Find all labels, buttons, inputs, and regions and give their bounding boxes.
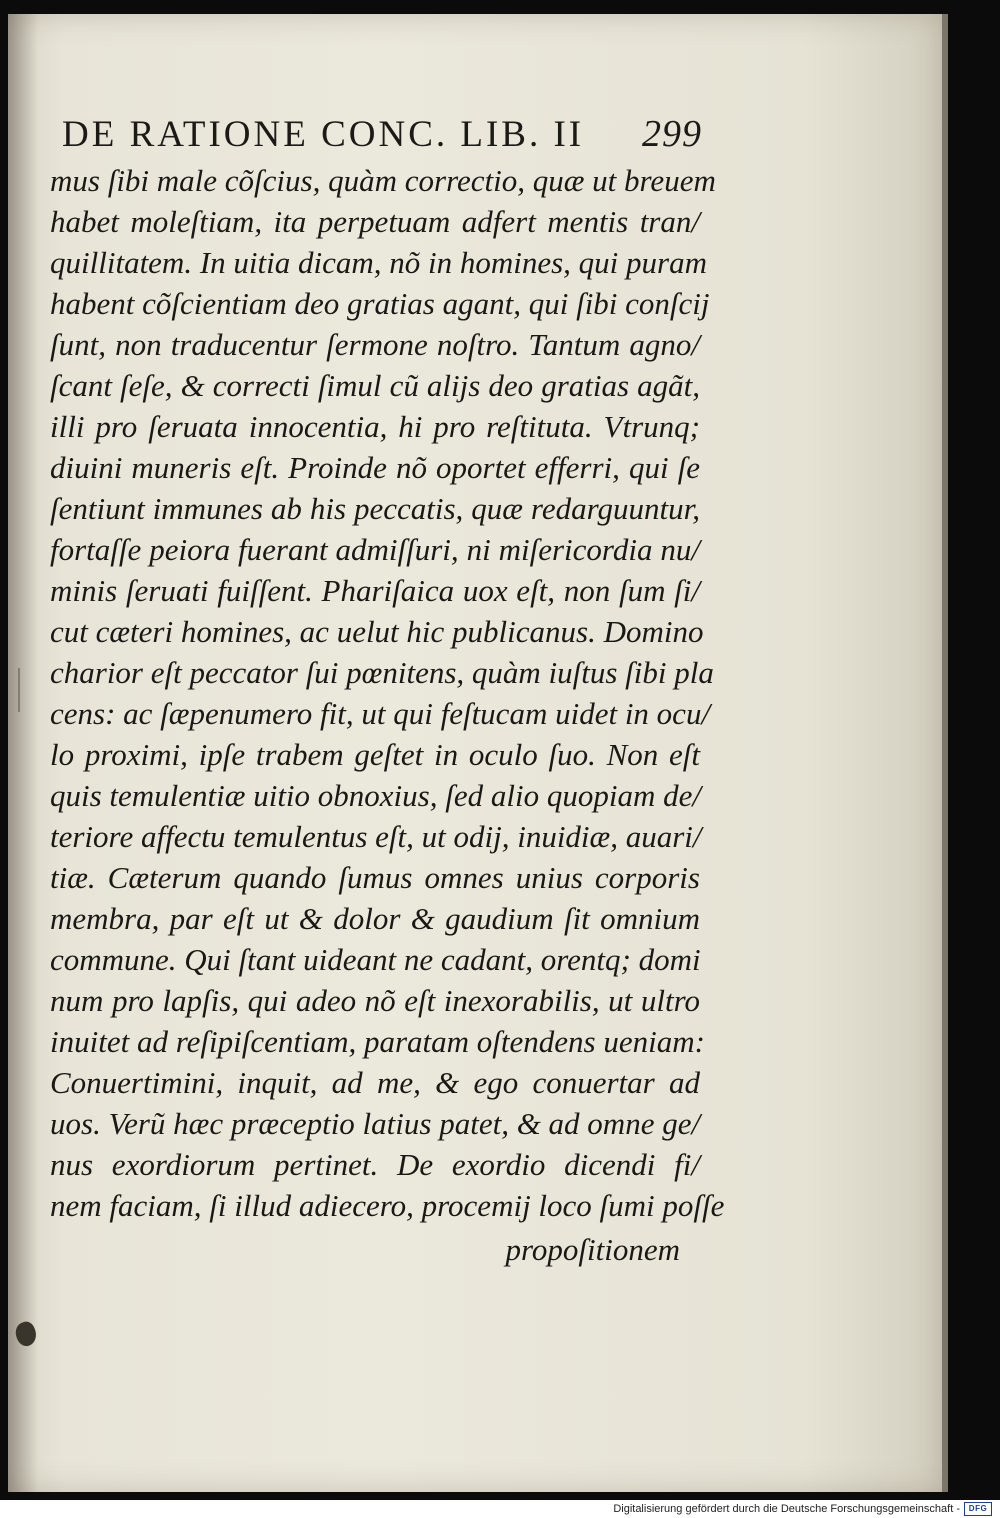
running-head-title: DE RATIONE CONC. LIB. II [62,114,585,155]
text-line: ſunt, non traducentur ſermone noſtro. Tantum agno/ [50,327,700,362]
running-head [62,112,702,156]
text-line: nem faciam, ſi illud adiecero, procemij loco ſumi poſſe [50,1188,725,1223]
text-line: inuitet ad reſipiſcentiam, paratam oſtendens ueniam: [50,1024,705,1059]
text-line: membra, par eſt ut & dolor & gaudium ſit omnium [50,901,700,936]
text-line: teriore affectu temulentus eſt, ut odij, inuidiæ, auari/ [50,819,702,854]
gutter-shadow [8,14,38,1492]
text-line: Conuertimini, inquit, ad me, & ego conuertar ad [50,1065,700,1100]
text-line: ſentiunt immunes ab his peccatis, quæ redarguuntur, [50,491,700,526]
text-line: habet moleſtiam, ita perpetuam adfert mentis tran/ [50,204,700,239]
credit-text: Digitalisierung gefördert durch die Deutsche Forschungsgemeinschaft - [613,1503,960,1515]
digitization-credit [613,1502,992,1516]
page-edge [942,14,948,1492]
text-line: nus exordiorum pertinet. De exordio dicendi fi/ [50,1147,700,1182]
text-line: cens: ac ſæpenumero fit, ut qui feſtucam uidet in ocu/ [50,696,711,731]
text-line: uos. Verũ hæc præceptio latius patet, & ad omne ge/ [50,1106,701,1141]
body-text [50,160,725,1226]
text-line: cut cæteri homines, ac uelut hic publicanus. Domino [50,614,704,649]
page-number: 299 [642,113,702,155]
text-line: diuini muneris eſt. Proinde nõ oportet efferri, qui ſe [50,450,700,485]
margin-mark [18,668,20,712]
catchword: propoſitionem [505,1232,680,1267]
catchword-container [50,1232,680,1268]
text-line: num pro lapſis, qui adeo nõ eſt inexorabilis, ut ultro [50,983,700,1018]
text-line: illi pro ſeruata innocentia, hi pro reſtituta. Vtrunq; [50,409,700,444]
text-line: tiæ. Cæterum quando ſumus omnes unius corporis [50,860,700,895]
text-line: minis ſeruati fuiſſent. Phariſaica uox eſt, non ſum ſi/ [50,573,700,608]
text-line: lo proximi, ipſe trabem geſtet in oculo ſuo. Non eſt [50,737,700,772]
text-line: quis temulentiæ uitio obnoxius, ſed alio quopiam de/ [50,778,701,813]
text-line: habent cõſcientiam deo gratias agant, qui ſibi conſcij [50,286,710,321]
text-line: charior eſt peccator ſui pœnitens, quàm iuſtus ſibi pla [50,655,714,690]
dfg-logo: DFG [964,1502,992,1516]
text-line: mus ſibi male cõſcius, quàm correctio, quæ ut breuem [50,163,716,198]
text-line: fortaſſe peiora fuerant admiſſuri, ni miſericordia nu/ [50,532,700,567]
text-line: quillitatem. In uitia dicam, nõ in homines, qui puram [50,245,707,280]
text-line: commune. Qui ſtant uideant ne cadant, orentq; domi [50,942,701,977]
text-line: ſcant ſeſe, & correcti ſimul cũ alijs deo gratias agãt, [50,368,700,403]
